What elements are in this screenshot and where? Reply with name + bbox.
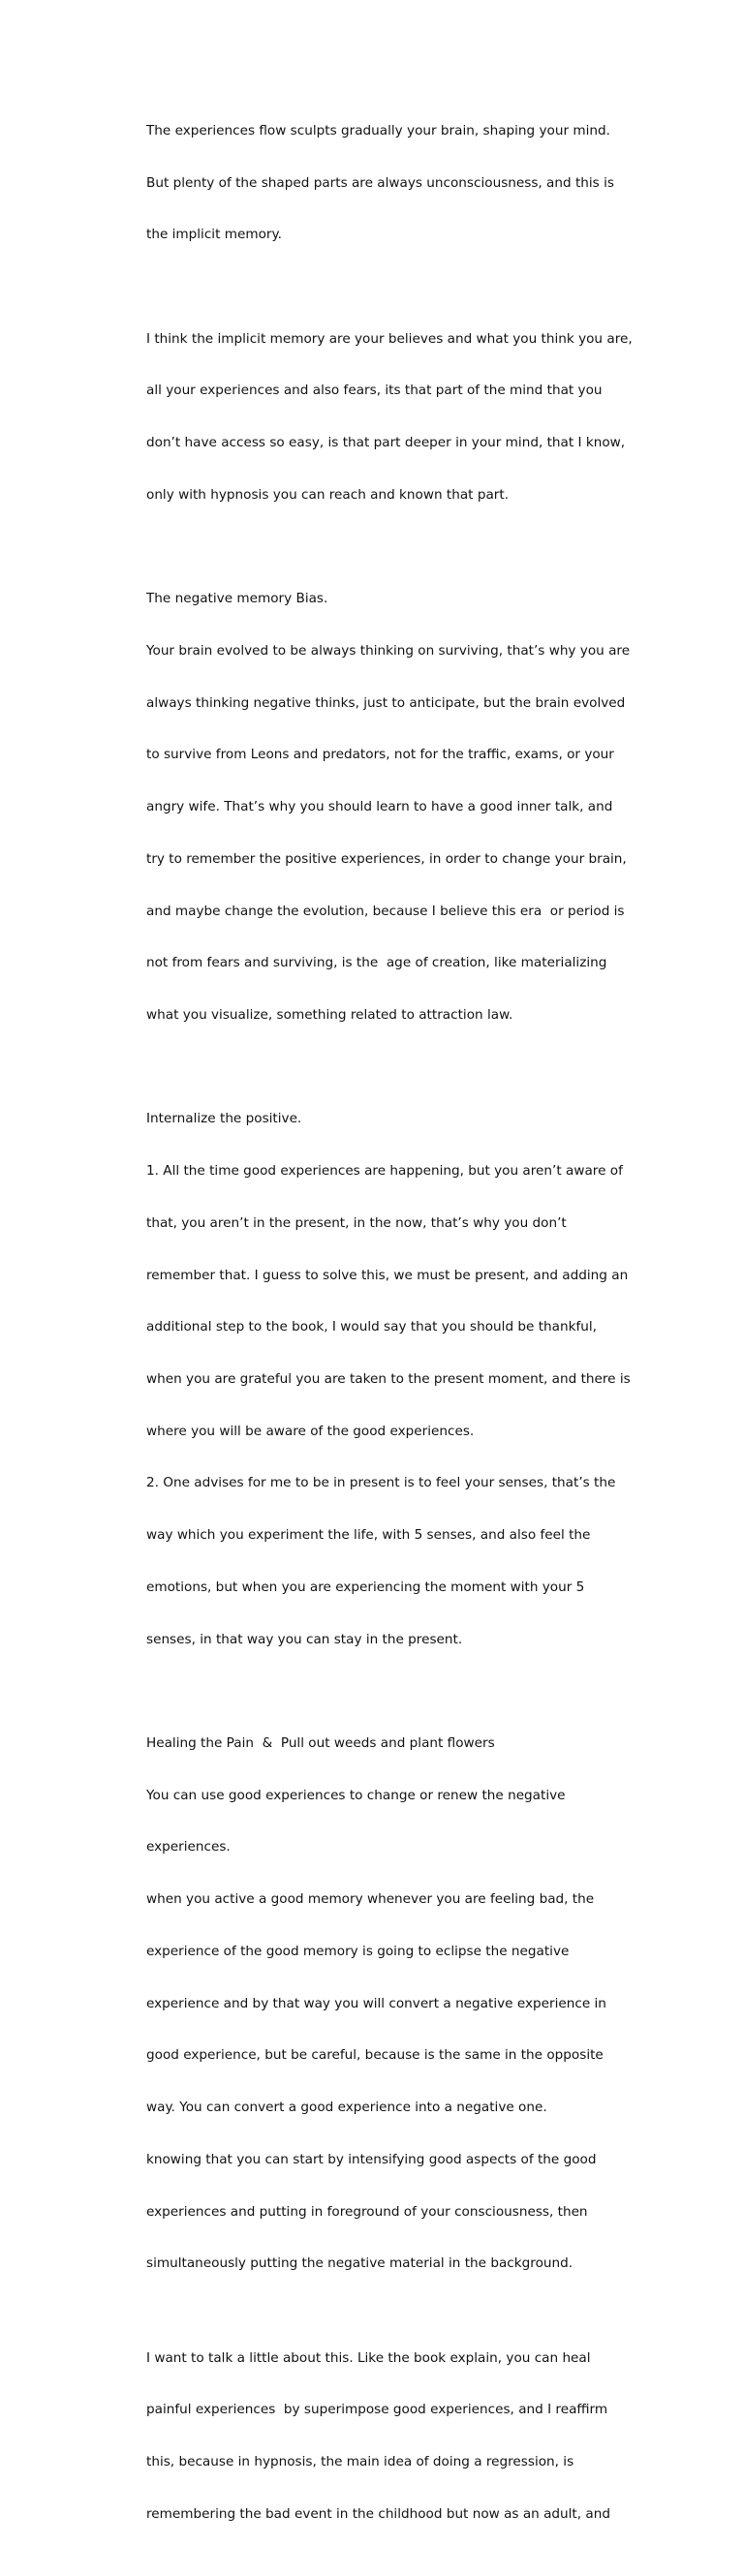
paragraph-internalize-positive	[146, 1077, 650, 1684]
section-heading: Internalize the positive.	[146, 1111, 302, 1127]
text-line: all your experiences and also fears, its that part of the mind that you	[146, 383, 603, 399]
text-line: emotions, but when you are experiencing the moment with your 5	[146, 1579, 585, 1595]
text-line: this, because in hypnosis, the main idea of doing a regression, is	[146, 2454, 574, 2470]
paragraph-hypnosis-regression	[146, 2315, 650, 2559]
text-line: experiences and putting in foreground of your consciousness, then	[146, 2203, 588, 2220]
text-line: remember that. I guess to solve this, we must be present, and adding an	[146, 1267, 629, 1283]
document-body	[146, 88, 650, 2576]
text-line: always thinking negative thinks, just to anticipate, but the brain evolved	[146, 694, 626, 711]
text-line: way. You can convert a good experience into a negative one.	[146, 2100, 547, 2116]
text-line: when you active a good memory whenever you are feeling bad, the	[146, 1891, 595, 1908]
section-heading: Healing the Pain & Pull out weeds and plant flowers	[146, 1735, 495, 1752]
text-line: the implicit memory.	[146, 227, 282, 243]
text-line: not from fears and surviving, is the age of creation, like materializing	[146, 955, 607, 971]
text-line: that, you aren’t in the present, in the now, that’s why you don’t	[146, 1214, 567, 1231]
text-line: and maybe change the evolution, because I believe this era or period is	[146, 903, 625, 919]
text-line: You can use good experiences to change or renew the negative	[146, 1787, 566, 1803]
text-line: Your brain evolved to be always thinking on surviving, that’s why you are	[146, 642, 631, 659]
text-line: remembering the bad event in the childhood but now as an adult, and	[146, 2505, 610, 2522]
text-line: when you are grateful you are taken to the present moment, and there is	[146, 1371, 631, 1388]
text-line: experience of the good memory is going to eclipse the negative	[146, 1943, 570, 1959]
text-line: 2. One advises for me to be in present is to feel your senses, that’s the	[146, 1475, 616, 1491]
text-line: angry wife. That’s why you should learn to have a good inner talk, and	[146, 799, 613, 815]
paragraph-healing-the-pain	[146, 1701, 650, 2308]
text-line: I want to talk a little about this. Like the book explain, you can heal	[146, 2349, 591, 2366]
text-line: experience and by that way you will convert a negative experience in	[146, 1995, 606, 2011]
text-line: where you will be aware of the good experiences.	[146, 1423, 475, 1439]
section-heading: The negative memory Bias.	[146, 591, 328, 607]
paragraph-negative-memory-bias	[146, 556, 650, 1058]
text-line: to survive from Leons and predators, not for the traffic, exams, or your	[146, 747, 614, 763]
text-line: don’t have access so easy, is that part deeper in your mind, that I know,	[146, 435, 626, 451]
text-line: additional step to the book, I would say that you should be thankful,	[146, 1319, 597, 1335]
paragraph-implicit-memory-intro	[146, 88, 650, 279]
paragraph-implicit-memory-beliefs	[146, 296, 650, 539]
text-line: what you visualize, something related to attraction law.	[146, 1007, 513, 1023]
text-line: only with hypnosis you can reach and known that part.	[146, 486, 510, 503]
text-line: The experiences flow sculpts gradually your brain, shaping your mind.	[146, 122, 610, 138]
text-line: But plenty of the shaped parts are always unconsciousness, and this is	[146, 174, 614, 191]
text-line: simultaneously putting the negative material in the background.	[146, 2255, 574, 2272]
text-line: try to remember the positive experiences, in order to change your brain,	[146, 850, 627, 867]
text-line: good experience, but be careful, because is the same in the opposite	[146, 2047, 604, 2064]
text-line: knowing that you can start by intensifying good aspects of the good	[146, 2151, 597, 2167]
text-line: I think the implicit memory are your believes and what you think you are,	[146, 330, 633, 347]
text-line: senses, in that way you can stay in the present.	[146, 1631, 463, 1647]
text-line: way which you experiment the life, with 5 senses, and also feel the	[146, 1527, 591, 1544]
text-line: painful experiences by superimpose good experiences, and I reaffirm	[146, 2402, 608, 2418]
text-line: experiences.	[146, 1839, 231, 1855]
text-line: 1. All the time good experiences are happening, but you aren’t aware of	[146, 1163, 623, 1180]
